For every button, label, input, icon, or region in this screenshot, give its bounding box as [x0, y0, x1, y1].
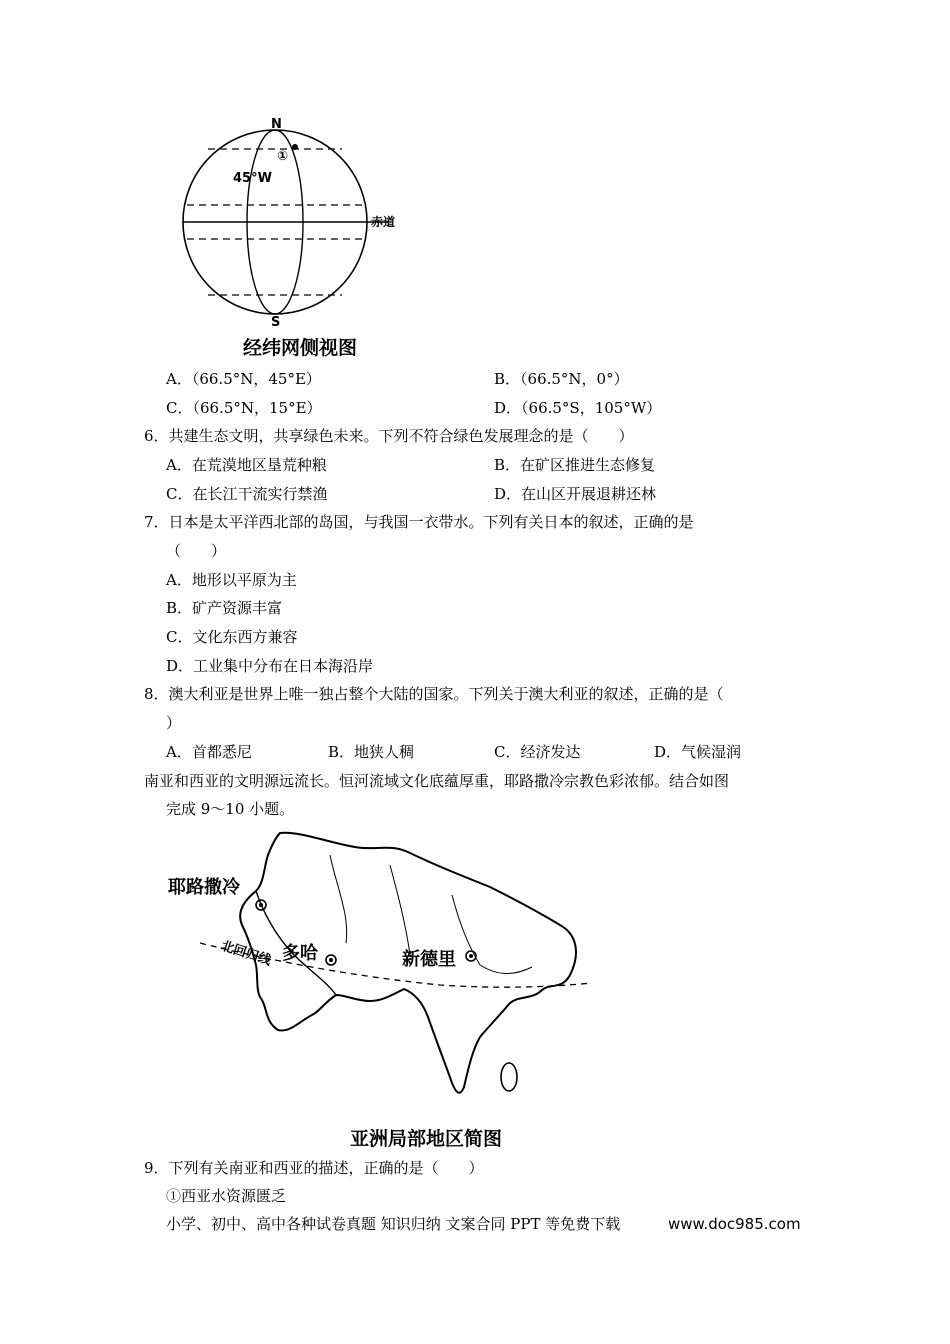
q7-option-a: A．地形以平原为主 — [166, 571, 297, 589]
q7-option-c: C．文化东西方兼容 — [166, 628, 298, 646]
longitude-label: 45°W — [233, 171, 272, 186]
figure2-caption: 亚洲局部地区简图 — [350, 1128, 503, 1150]
q8-option-b: B．地狭人稠 — [328, 743, 415, 761]
globe-figure — [175, 108, 435, 358]
q8-stem-line2: ） — [166, 714, 182, 732]
intro-line2: 完成 9～10 小题。 — [166, 800, 295, 818]
q6-option-c: C．在长江干流实行禁渔 — [166, 485, 328, 503]
north-label: N — [271, 117, 282, 132]
equator-label: 赤道 — [371, 215, 396, 229]
footer-url[interactable]: www.doc985.com — [668, 1215, 801, 1233]
intro-line1: 南亚和西亚的文明源远流长。恒河流域文化底蕴厚重，耶路撒冷宗教色彩浓郁。结合如图 — [144, 772, 730, 790]
globe-diagram — [175, 108, 435, 358]
q8-option-c: C．经济发达 — [494, 743, 581, 761]
q8-option-a: A．首都悉尼 — [166, 743, 252, 761]
asia-map-figure — [160, 825, 600, 1125]
footer-text: 小学、初中、高中各种试卷真题 知识归纳 文案合同 PPT 等免费下载 — [166, 1215, 621, 1233]
asia-map — [160, 825, 600, 1125]
doha-label: 多哈 — [282, 943, 318, 964]
q7-stem-line1: 7．日本是太平洋西北部的岛国，与我国一衣带水。下列有关日本的叙述，正确的是 — [144, 513, 694, 531]
jerusalem-label: 耶路撒冷 — [168, 877, 240, 898]
q6-option-b: B．在矿区推进生态修复 — [494, 456, 656, 474]
tropic-label: 北回归线 — [218, 938, 273, 969]
q7-stem-line2: （ ） — [166, 542, 227, 560]
q9-item1: ①西亚水资源匮乏 — [166, 1187, 287, 1205]
q7-option-b: B．矿产资源丰富 — [166, 599, 283, 617]
q6-option-d: D．在山区开展退耕还林 — [494, 485, 657, 503]
south-label: S — [271, 315, 281, 330]
figure1-caption: 经纬网侧视图 — [243, 337, 358, 359]
q5-option-c: C．（66.5°N，15°E） — [166, 399, 322, 417]
q9-stem: 9．下列有关南亚和西亚的描述，正确的是（ ） — [144, 1159, 484, 1177]
q6-stem: 6．共建生态文明，共享绿色未来。下列不符合绿色发展理念的是（ ） — [144, 427, 634, 445]
q5-option-b: B．（66.5°N，0°） — [494, 370, 629, 388]
q8-stem-line1: 8．澳大利亚是世界上唯一独占整个大陆的国家。下列关于澳大利亚的叙述，正确的是（ — [144, 685, 724, 703]
q7-option-d: D．工业集中分布在日本海沿岸 — [166, 657, 374, 675]
q5-option-d: D．（66.5°S，105°W） — [494, 399, 662, 417]
q6-option-a: A．在荒漠地区垦荒种粮 — [166, 456, 327, 474]
newdelhi-label: 新德里 — [402, 949, 456, 970]
q8-option-d: D．气候湿润 — [654, 743, 742, 761]
point-label: ① — [277, 149, 289, 164]
q5-option-a: A．（66.5°N，45°E） — [166, 370, 321, 388]
